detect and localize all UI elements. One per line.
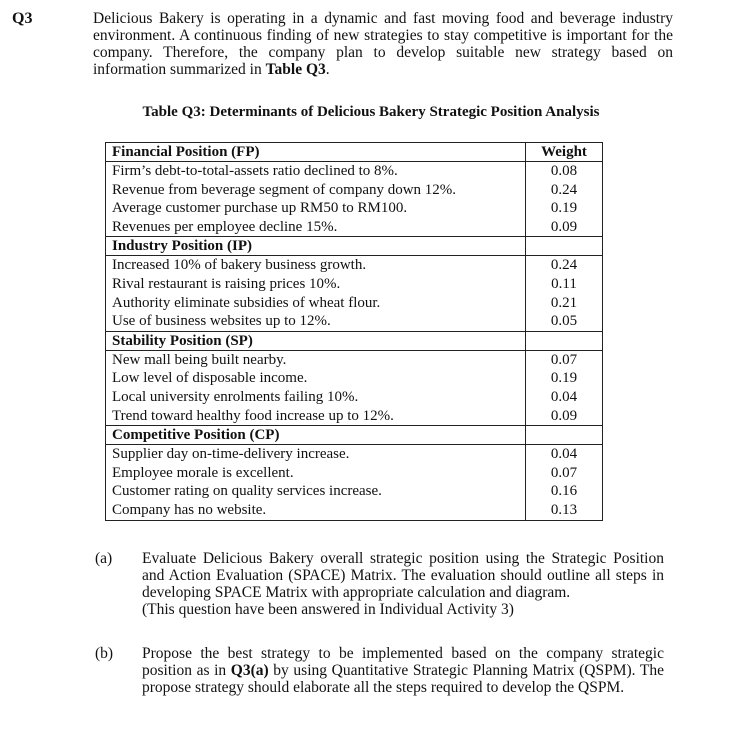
weights-cell (526, 350, 603, 425)
intro-table-ref: Table Q3 (265, 61, 326, 78)
factors-cell (106, 350, 526, 425)
weight-value: 0.09 (550, 407, 578, 424)
factor: Company has no website. (112, 501, 267, 518)
part-a-note: (This question have been answered in Individual Activity 3) (142, 601, 514, 618)
factor: New mall being built nearby. (112, 351, 287, 368)
weight-value: 0.13 (550, 501, 578, 518)
part-a (95, 550, 715, 620)
factor: Increased 10% of bakery business growth. (112, 257, 367, 274)
weight-value: 0.24 (550, 257, 578, 274)
section-header-row (106, 426, 603, 445)
weight-value: 0.16 (550, 483, 578, 500)
factors-row (106, 445, 603, 520)
part-b-label: (b) (95, 645, 114, 662)
factor: Customer rating on quality services increase. (112, 483, 382, 500)
determinants-table (105, 142, 603, 521)
part-a-text (142, 550, 664, 618)
factors-row (106, 162, 603, 237)
weight-value: 0.24 (550, 181, 578, 198)
part-b-ref: Q3(a) (230, 662, 269, 679)
weight-value: 0.04 (550, 388, 578, 405)
factors-cell (106, 256, 526, 331)
section-name: Stability Position (SP) (106, 331, 526, 350)
empty-weight-cell (526, 237, 603, 256)
weights-cell (526, 256, 603, 331)
weight-value: 0.19 (550, 370, 578, 387)
section-header-row (106, 143, 603, 162)
factor: Trend toward healthy food increase up to 12%. (112, 407, 394, 424)
factor: Rival restaurant is raising prices 10%. (112, 275, 341, 292)
factor: Supplier day on-time-delivery increase. (112, 446, 350, 463)
section-name: Industry Position (IP) (106, 237, 526, 256)
factors-cell (106, 445, 526, 520)
table-title: Table Q3: Determinants of Delicious Bakery Strategic Position Analysis (142, 104, 600, 120)
factors-row (106, 350, 603, 425)
factor: Authority eliminate subsidies of wheat flour. (112, 294, 381, 311)
intro-text: Delicious Bakery is operating in a dynamic and fast moving food and beverage industry environment. A continuous finding of new strategies to stay competitive is important for the company. Therefore, the company plan to develop suitable new strategy based on information summarized in (93, 10, 673, 78)
factor: Use of business websites up to 12%. (112, 313, 331, 330)
intro-end: . (325, 61, 330, 78)
weights-cell (526, 162, 603, 237)
section-header-row (106, 237, 603, 256)
part-a-label: (a) (95, 550, 113, 567)
section-name: Competitive Position (CP) (106, 426, 526, 445)
factor: Employee morale is excellent. (112, 464, 294, 481)
section-name: Financial Position (FP) (106, 143, 526, 162)
weight-value: 0.04 (550, 446, 578, 463)
part-b-text (142, 645, 664, 696)
weight-value: 0.11 (551, 275, 577, 292)
section-header-row (106, 331, 603, 350)
factor: Revenues per employee decline 15%. (112, 218, 338, 235)
factor: Revenue from beverage segment of company down 12%. (112, 181, 457, 198)
factor: Firm’s debt-to-total-assets ratio declined to 8%. (112, 163, 398, 179)
question-number: Q3 (12, 10, 33, 27)
weight-value: 0.05 (550, 313, 578, 330)
question-intro (93, 10, 673, 78)
empty-weight-cell (526, 331, 603, 350)
factor: Local university enrolments failing 10%. (112, 388, 359, 405)
factor: Low level of disposable income. (112, 370, 308, 387)
factors-row (106, 256, 603, 331)
weight-value: 0.09 (550, 218, 578, 235)
weight-value: 0.07 (550, 351, 578, 368)
factor: Average customer purchase up RM50 to RM100. (112, 200, 408, 217)
weight-value: 0.07 (550, 464, 578, 481)
weight-value: 0.08 (550, 163, 578, 179)
part-b (95, 645, 715, 725)
weight-value: 0.21 (550, 294, 578, 311)
part-b-text-end: by using Quantitative Strategic Planning Matrix (QSPM). The propose strategy should elaborate all the steps required to develop the QSPM. (142, 662, 665, 696)
part-b-text-start: Propose the best strategy to be implemented based on the company strategic position as in (142, 645, 664, 679)
weight-header: Weight (526, 143, 603, 162)
empty-weight-cell (526, 426, 603, 445)
weights-cell (526, 445, 603, 520)
weight-value: 0.19 (550, 200, 578, 217)
part-a-question: Evaluate Delicious Bakery overall strategic position using the Strategic Position and Action Evaluation (SPACE) Matrix. The evaluation should outline all steps in developing SPACE Matrix with appropriate calculation and diagram. (142, 550, 664, 601)
factors-cell (106, 162, 526, 237)
